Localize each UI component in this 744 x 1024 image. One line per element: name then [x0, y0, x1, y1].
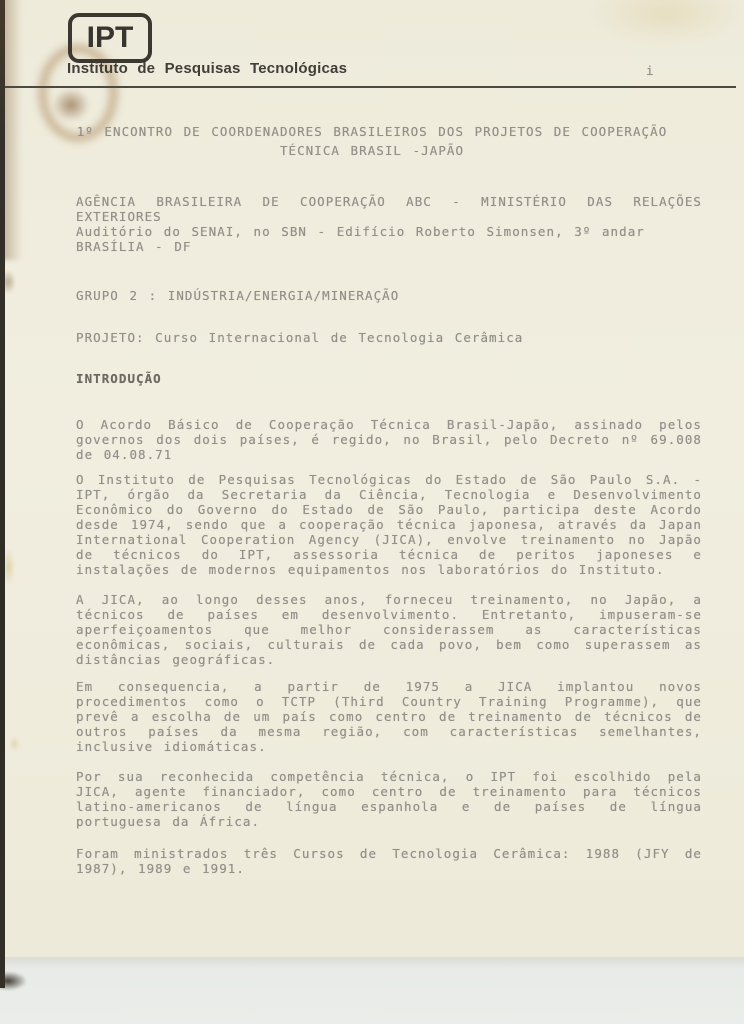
top-right-stain — [588, 0, 744, 46]
text-line: Foram ministrados três Cursos de Tecnologia Cerâmica: 1988 (JFY de — [76, 846, 702, 861]
paragraph-tctp — [76, 679, 702, 754]
text-line: instalações de modernos equipamentos nos laboratórios do Instituto. — [76, 562, 665, 577]
coffee-stain-core — [52, 88, 90, 122]
text-line: O Instituto de Pesquisas Tecnológicas do Estado de São Paulo S.A. - — [76, 472, 702, 487]
text-line: 1987), 1989 e 1991. — [76, 861, 245, 876]
project-line — [76, 330, 702, 345]
paragraph-ipt-escolhido — [76, 769, 702, 829]
ipt-logo — [68, 13, 152, 63]
text-line: procedimentos como o TCTP (Third Country Training Programme), que — [76, 694, 702, 709]
text-line: governos dos dois países, é regido, no Brasil, pelo Decreto nº 69.008 — [76, 432, 702, 447]
agency-address-block — [76, 194, 702, 254]
text-line: Em consequencia, a partir de 1975 a JICA implantou novos — [76, 679, 702, 694]
text-line: distâncias geográficas. — [76, 652, 276, 667]
text-line: portuguesa da África. — [76, 814, 261, 829]
text-line: INTRODUÇÃO — [76, 371, 162, 386]
text-line: O Acordo Básico de Cooperação Técnica Brasil-Japão, assinado pelos — [76, 417, 702, 432]
text-line: A JICA, ao longo desses anos, forneceu treinamento, no Japão, a — [76, 592, 702, 607]
scan-edge-strip — [0, 0, 5, 988]
text-line: desde 1974, sendo que a cooperação técnica japonesa, através da Japan — [76, 517, 702, 532]
scan-edge-strip-foot — [0, 972, 26, 990]
scanner-background — [0, 957, 744, 1024]
text-line: IPT, órgão da Secretaria da Ciência, Tecnologia e Desenvolvimento — [76, 487, 702, 502]
text-line: prevê a escolha de um país como centro de treinamento de técnicos de — [76, 709, 702, 724]
paragraph-instituto-ipt — [76, 472, 702, 577]
document-title — [0, 123, 744, 160]
text-line: de 04.08.71 — [76, 447, 173, 462]
title-line-1: 1º ENCONTRO DE COORDENADORES BRASILEIROS DOS PROJETOS DE COOPERAÇÃO — [76, 124, 668, 139]
text-line: GRUPO 2 : INDÚSTRIA/ENERGIA/MINERAÇÃO — [76, 288, 400, 303]
paragraph-cursos-ministrados — [76, 846, 702, 876]
text-line: BRASÍLIA - DF — [76, 239, 192, 254]
organization-name: Instituto de Pesquisas Tecnológicas — [67, 60, 348, 77]
paragraph-acordo-basico — [76, 417, 702, 462]
page-number: i — [646, 63, 655, 78]
header-divider-rule — [4, 86, 736, 88]
text-line: PROJETO: Curso Internacional de Tecnologia Cerâmica — [76, 330, 524, 345]
text-line: inclusive idiomáticas. — [76, 739, 267, 754]
text-line: Auditório do SENAI, no SBN - Edifício Roberto Simonsen, 3º andar — [76, 224, 645, 239]
text-line: Econômico do Governo do Estado de São Paulo, participa deste Acordo — [76, 502, 702, 517]
text-line: Por sua reconhecida competência técnica, o IPT foi escolhido pela — [76, 769, 702, 784]
text-line: aperfeiçoamentos que melhor considerassem as características — [76, 622, 702, 637]
text-line: técnicos de países em desenvolvimento. Entretanto, impuseram-se — [76, 607, 702, 622]
text-line: latino-americanos de língua espanhola e de países de língua — [76, 799, 702, 814]
text-line: AGÊNCIA BRASILEIRA DE COOPERAÇÃO ABC - MINISTÉRIO DAS RELAÇÕES — [76, 194, 702, 209]
ipt-logo-text: IPT — [86, 21, 134, 54]
text-line: de técnicos do IPT, assessoria técnica de peritos japoneses e — [76, 547, 702, 562]
paragraph-jica-treinamento — [76, 592, 702, 667]
group-line — [76, 288, 702, 303]
text-line: outros países da mesma região, com características semelhantes, — [76, 724, 702, 739]
section-heading-introducao — [76, 371, 702, 386]
text-line: JICA, agente financiador, como centro de treinamento para técnicos — [76, 784, 702, 799]
text-line: International Cooperation Agency (JICA), envolve treinamento no Japão — [76, 532, 702, 547]
yellow-dot-stain — [9, 736, 20, 752]
title-line-2: TÉCNICA BRASIL -JAPÃO — [279, 142, 465, 158]
text-line: EXTERIORES — [76, 209, 162, 224]
text-line: econômicas, sociais, culturais de cada povo, bem como superassem as — [76, 637, 702, 652]
